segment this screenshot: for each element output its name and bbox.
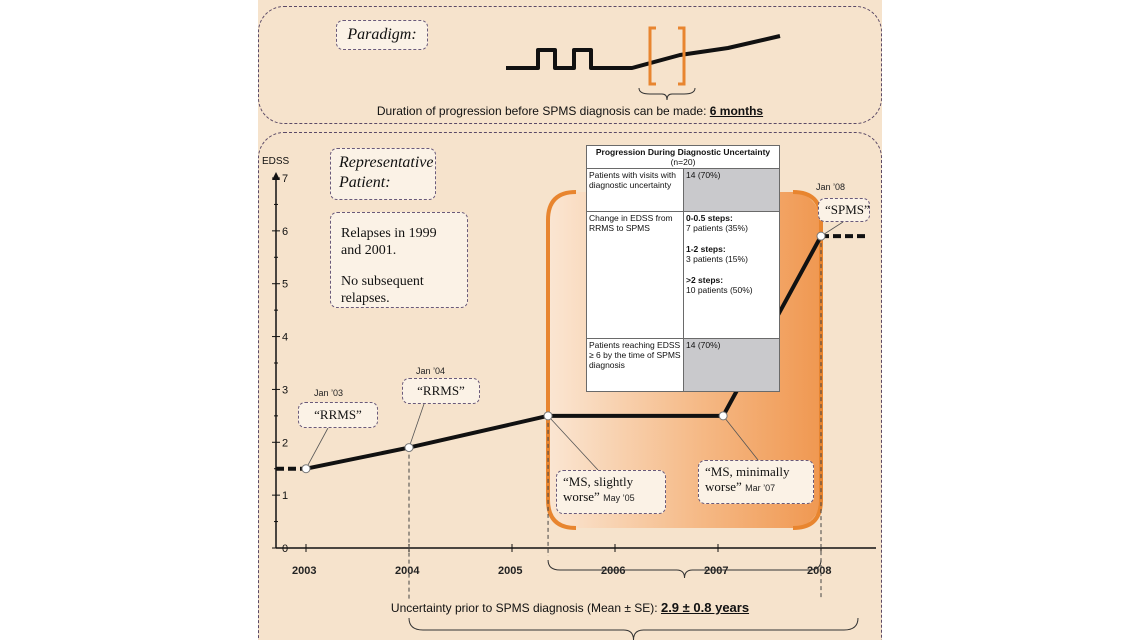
ms-minimally-line2-row [705, 479, 807, 496]
y-axis-label: EDSS [262, 156, 290, 167]
y-axis-arrow [272, 172, 280, 180]
ms-minimally-date: Mar ’07 [745, 483, 776, 493]
callout-leader [306, 428, 328, 469]
steps-1-value: 3 patients (15%) [686, 254, 748, 264]
table-title-text: Progression During Diagnostic Uncertainty [595, 147, 771, 157]
steps-2-value: 10 patients (50%) [686, 285, 753, 295]
rrms-2003-callout: “RRMS” [298, 402, 378, 428]
y-tick-label: 6 [282, 225, 289, 238]
data-point [302, 465, 310, 473]
ms-slightly-worse-callout [556, 470, 666, 514]
data-point [405, 444, 413, 452]
table-title [587, 146, 780, 169]
data-point [817, 232, 825, 240]
ms-minimally-worse-callout [698, 460, 814, 504]
uncertainty-text [258, 600, 882, 615]
y-tick-label: 7 [282, 173, 289, 185]
steps-0-label: 0-0.5 steps: [686, 213, 733, 223]
spms-callout: “SPMS” [818, 198, 870, 222]
relapse-line2: No subsequent relapses. [341, 274, 424, 306]
table-row1-value: 14 (70%) [684, 169, 780, 212]
ms-minimally-line2: worse” [705, 479, 742, 494]
ms-minimally-line1: “MS, minimally [705, 464, 790, 479]
x-tick-label: 2004 [395, 565, 420, 577]
representative-patient-label [330, 148, 436, 200]
y-tick-label: 0 [282, 543, 289, 555]
table-n: (n=20) [670, 157, 696, 167]
table-row [587, 339, 780, 392]
steps-2-label: >2 steps: [686, 275, 724, 285]
steps-1-label: 1-2 steps: [686, 244, 726, 254]
table-row [587, 212, 780, 339]
table-row2-value [684, 212, 780, 339]
y-tick-label: 5 [282, 278, 289, 291]
rrms-2003-date: Jan ’03 [314, 388, 344, 398]
rep-patient-line2: Patient: [339, 174, 391, 191]
ms-slightly-date: May ’05 [603, 493, 635, 503]
overall-brace [409, 618, 858, 640]
ms-slightly-line2-row [563, 489, 659, 506]
relapse-box [330, 212, 468, 308]
steps-0-value: 7 patients (35%) [686, 223, 748, 233]
x-tick-label: 2006 [601, 565, 626, 577]
rrms-2004-callout: “RRMS” [402, 378, 480, 404]
uncertainty-value: 2.9 ± 0.8 years [660, 600, 750, 615]
data-point [544, 412, 552, 420]
callout-leader [409, 404, 424, 448]
x-tick-label: 2005 [498, 565, 523, 577]
paradigm-label: Paradigm: [336, 20, 428, 50]
x-tick-label: 2003 [292, 565, 317, 577]
edss-chart [258, 0, 882, 640]
table-row [587, 169, 780, 212]
y-tick-label: 3 [282, 384, 289, 397]
duration-label: Duration of progression before SPMS diagnosis can be made: [376, 104, 707, 118]
duration-value: 6 months [709, 104, 764, 118]
table-row1-label: Patients with visits with diagnostic uncertainty [587, 169, 684, 212]
ms-slightly-line2: worse” [563, 489, 600, 504]
table-row3-value: 14 (70%) [684, 339, 780, 392]
relapse-line1: Relapses in 1999 and 2001. [341, 226, 437, 258]
data-point [719, 412, 727, 420]
y-tick-label: 1 [282, 490, 289, 503]
rep-patient-line1: Representative [339, 154, 434, 171]
x-tick-label: 2008 [807, 565, 832, 577]
y-tick-label: 4 [282, 331, 289, 344]
table-row2-label: Change in EDSS from RRMS to SPMS [587, 212, 684, 339]
table-row3-label: Patients reaching EDSS ≥ 6 by the time of SPMS diagnosis [587, 339, 684, 392]
uncertainty-brace [548, 560, 821, 578]
progression-table [586, 145, 780, 392]
x-tick-label: 2007 [704, 565, 729, 577]
ms-slightly-line1: “MS, slightly [563, 474, 634, 489]
rrms-2004-date: Jan ’04 [416, 366, 446, 376]
table-header-row [587, 146, 780, 169]
uncertainty-label: Uncertainty prior to SPMS diagnosis (Mean ± SE): [390, 601, 658, 615]
figure [258, 0, 882, 640]
spms-date: Jan ’08 [816, 182, 846, 192]
y-tick-label: 2 [282, 437, 289, 450]
